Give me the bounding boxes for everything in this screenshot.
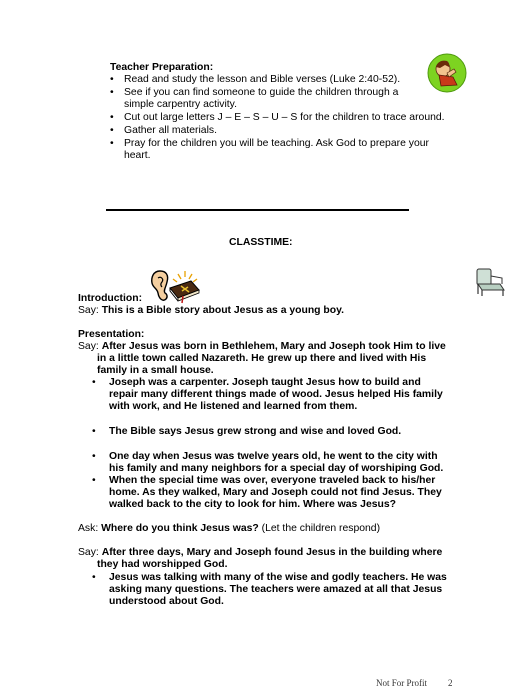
presentation-item-cont: home. As they walked, Mary and Joseph could not find Jesus. They — [109, 487, 442, 498]
say-label: Say: — [78, 341, 99, 352]
presentation-item-cont: asking many questions. The teachers were amazed at all that Jesus — [109, 584, 443, 595]
presentation-say-2-line: After three days, Mary and Joseph found Jesus in the building where — [101, 547, 443, 558]
classtime-heading: CLASSTIME: — [229, 237, 293, 248]
introduction-say — [78, 305, 344, 317]
footer-text: Not For Profit — [376, 678, 428, 688]
presentation-item-cont: his family and many neighbors for a special day of worshiping God. — [109, 463, 444, 474]
bullet-marker: • — [92, 475, 96, 486]
teacher-prep-heading: Teacher Preparation: — [110, 62, 214, 73]
introduction-say-text: This is a Bible story about Jesus as a young boy. — [101, 305, 345, 316]
ask-label: Ask: — [78, 523, 99, 534]
bullet-marker: • — [110, 87, 114, 98]
presentation-say-1-line: After Jesus was born in Bethlehem, Mary and Joseph took Him to live — [101, 341, 446, 352]
teacher-prep-item: Read and study the lesson and Bible verses (Luke 2:40-52). — [124, 74, 401, 85]
ask-note: (Let the children respond) — [261, 523, 381, 534]
bullet-marker: • — [110, 125, 114, 136]
teacher-prep-item-cont: simple carpentry activity. — [124, 99, 237, 110]
section-divider — [106, 209, 409, 211]
bullet-marker: • — [110, 112, 114, 123]
ask-question: Where do you think Jesus was? — [101, 523, 259, 534]
presentation-heading: Presentation: — [78, 329, 145, 340]
bullet-marker: • — [92, 377, 96, 388]
presentation-item-cont: repair many different things made of wood. Jesus helped His family — [109, 389, 443, 400]
presentation-say-2-line: they had worshipped God. — [97, 559, 228, 570]
introduction-heading: Introduction: — [78, 293, 143, 304]
bullet-marker: • — [110, 74, 114, 85]
say-label: Say: — [78, 305, 99, 316]
presentation-item-cont: with work, and He listened and learned from them. — [109, 401, 358, 412]
teacher-prep-item-cont: heart. — [124, 150, 151, 161]
presentation-item-cont: walked back to the city to look for him. Where was Jesus? — [109, 499, 396, 510]
teacher-prep-item: Pray for the children you will be teaching. Ask God to prepare your — [124, 138, 429, 149]
ask-line — [78, 523, 380, 535]
presentation-say-1-line: in a little town called Nazareth. He grew up there and lived with His — [97, 353, 427, 364]
teacher-prep-item: See if you can find someone to guide the children through a — [124, 87, 399, 98]
presentation-item-cont: understood about God. — [109, 596, 224, 607]
presentation-item: The Bible says Jesus grew strong and wise and loved God. — [109, 426, 402, 437]
presentation-say-1 — [78, 341, 446, 353]
chair-icon — [474, 266, 510, 298]
bullet-marker: • — [92, 572, 96, 583]
bible-icon — [167, 270, 201, 304]
presentation-item: Jesus was talking with many of the wise and godly teachers. He was — [109, 572, 447, 583]
bullet-marker: • — [110, 138, 114, 149]
bullet-marker: • — [92, 451, 96, 462]
presentation-item: Joseph was a carpenter. Joseph taught Jesus how to build and — [109, 377, 421, 388]
presentation-item: One day when Jesus was twelve years old, he went to the city with — [109, 451, 438, 462]
teacher-prep-item: Cut out large letters J – E – S – U – S for the children to trace around. — [124, 112, 445, 123]
presentation-say-1-line: family in a small house. — [97, 365, 214, 376]
bullet-marker: • — [92, 426, 96, 437]
say-label: Say: — [78, 547, 99, 558]
page-number: 2 — [448, 678, 453, 688]
presentation-say-2 — [78, 547, 442, 559]
presentation-item: When the special time was over, everyone traveled back to his/her — [109, 475, 436, 486]
teacher-prep-item: Gather all materials. — [124, 125, 217, 136]
praying-child-icon — [427, 53, 467, 93]
